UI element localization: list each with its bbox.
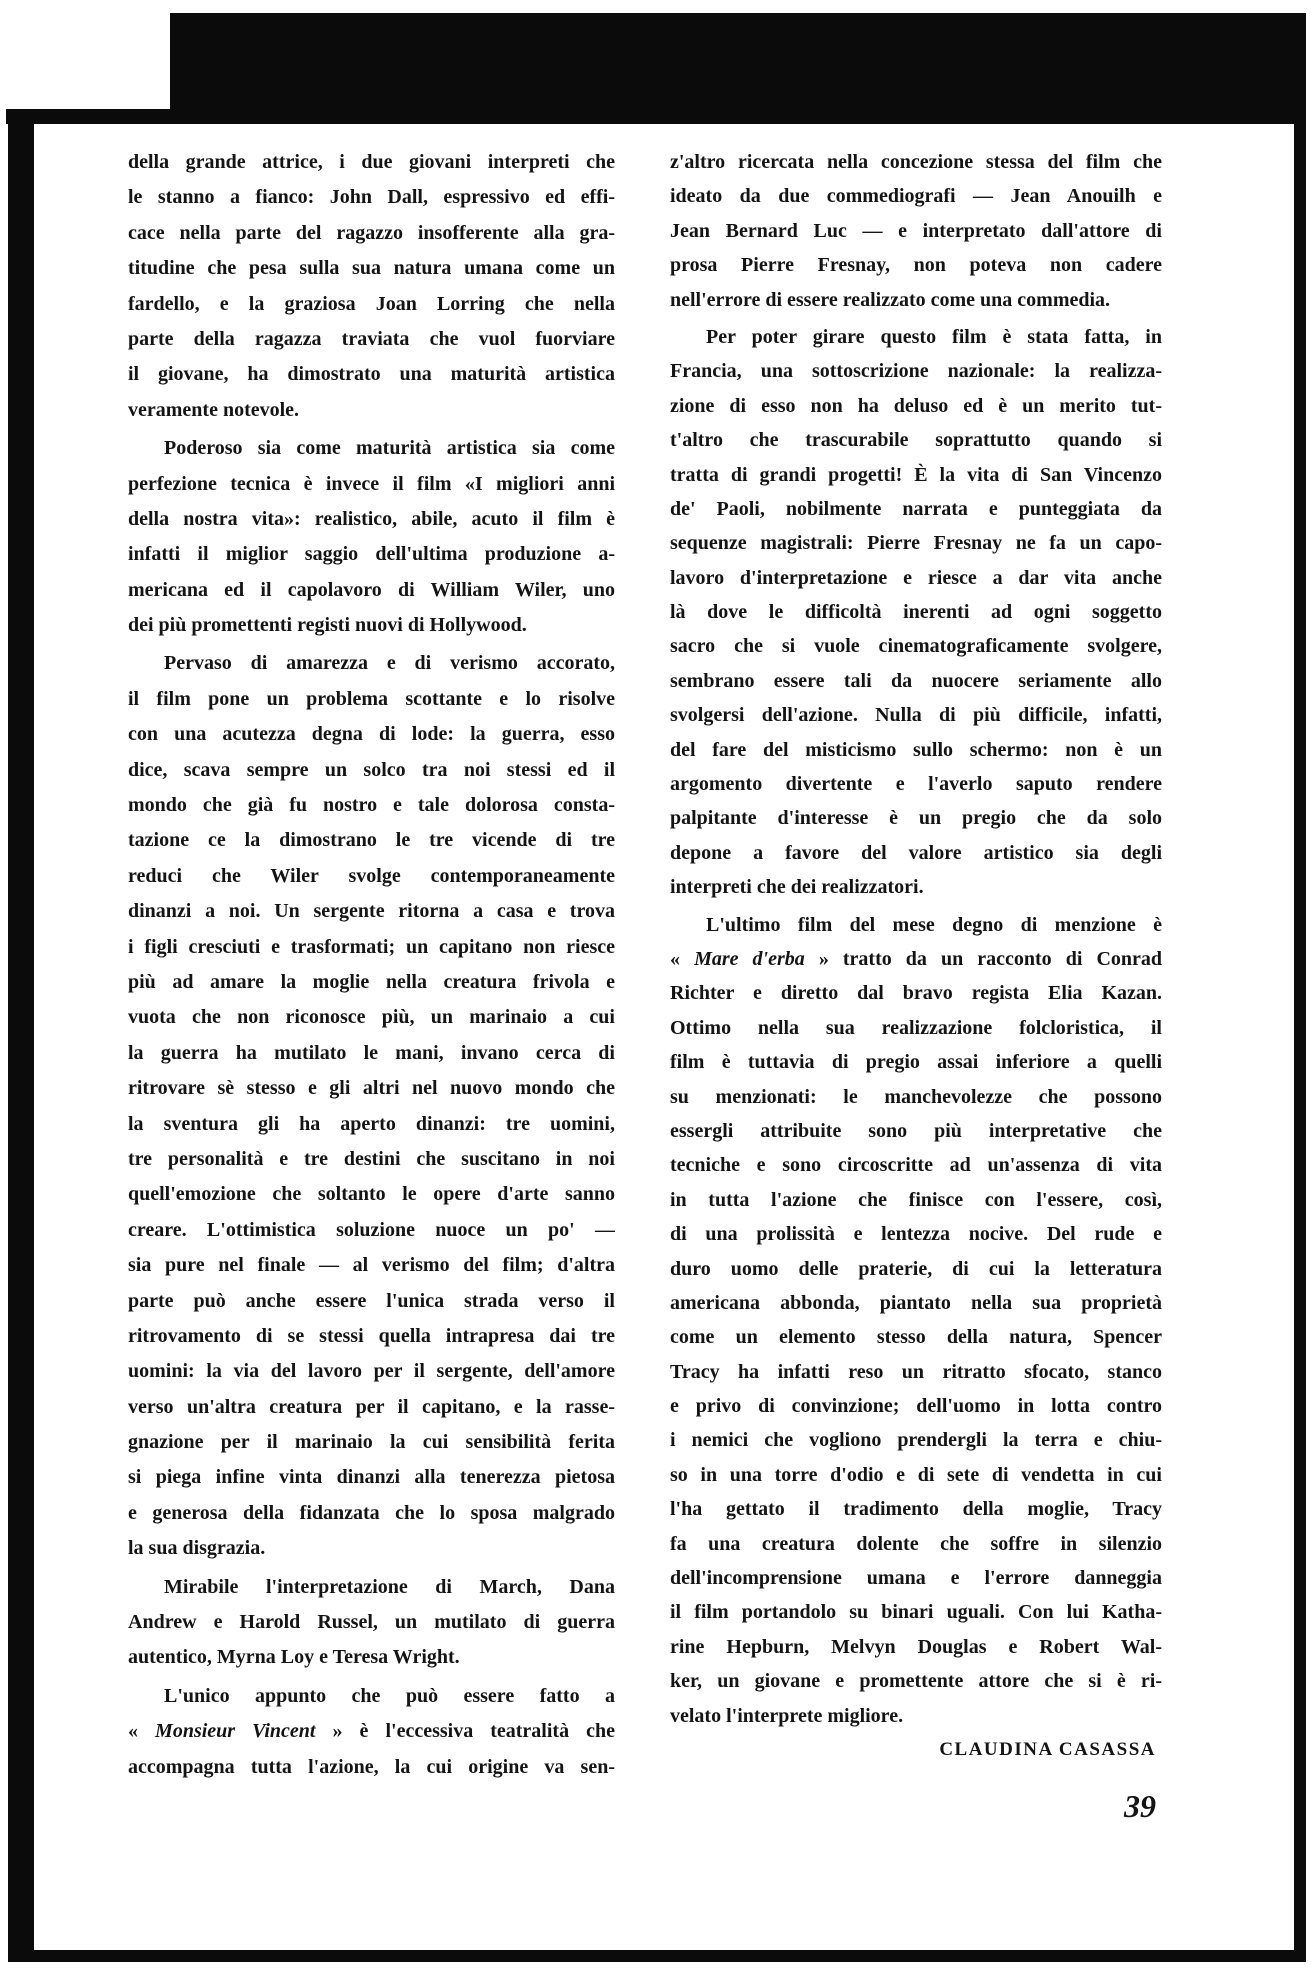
text-line: so in una torre d'odio e di sete di vendetta in cui — [670, 1463, 1162, 1486]
text-line: perfezione tecnica è invece il film «I migliori anni — [128, 472, 615, 495]
paragraph — [128, 145, 615, 428]
page-number: 39 — [1124, 1788, 1156, 1824]
text-line: quell'emozione che soltanto le opere d'arte sanno — [128, 1183, 615, 1206]
page-frame-top-rule — [6, 109, 1296, 124]
text-line: t'altro che trascurabile soprattutto quando si — [670, 429, 1162, 452]
paragraph — [128, 646, 615, 1566]
text-line: fa una creatura dolente che soffre in silenzio — [670, 1532, 1162, 1555]
text-line: il film portandolo su binari uguali. Con lui Katha- — [670, 1601, 1162, 1624]
film-title: Monsieur Vincent — [155, 1720, 316, 1743]
text-line: verso un'altra creatura per il capitano, e la rasse- — [128, 1395, 615, 1418]
text-line: fardello, e la graziosa Joan Lorring che nella — [128, 292, 615, 315]
text-line: mericana ed il capolavoro di William Wiler, uno — [128, 578, 615, 601]
text-line: parte può anche essere l'unica strada verso il — [128, 1289, 615, 1312]
text-line: Per poter girare questo film è stata fatta, in — [706, 325, 1162, 348]
text-line: ritrovamento di se stessi quella intrapresa dai tre — [128, 1324, 615, 1347]
text-line: si piega infine vinta dinanzi alla tenerezza pietosa — [128, 1466, 615, 1489]
text-line: Ottimo nella sua realizzazione folcloristica, il — [670, 1016, 1162, 1039]
text-line: con una acutezza degna di lode: la guerra, esso — [128, 723, 615, 746]
text-line — [670, 942, 1162, 976]
paragraph — [670, 908, 1162, 1733]
author-signature: CLAUDINA CASASSA — [939, 1738, 1156, 1760]
page-frame-top-band — [170, 13, 1296, 113]
text-line: ritrovare sè stesso e gli altri nel nuovo mondo che — [128, 1077, 615, 1100]
text-line: L'unico appunto che può essere fatto a — [164, 1684, 615, 1707]
left-column-body — [128, 145, 615, 1785]
text-line: in tutta l'azione che finisce con l'essere, così, — [670, 1188, 1162, 1211]
text-line: uomini: la via del lavoro per il sergente, dell'amore — [128, 1360, 615, 1383]
page-frame-bottom-border — [8, 1950, 1306, 1962]
text-line: i nemici che vogliono prendergli la terra e chiu- — [670, 1429, 1162, 1452]
text-line: Jean Bernard Luc — e interpretato dall'attore di — [670, 219, 1162, 242]
text-line: la sua disgrazia. — [128, 1537, 266, 1560]
text-line: duro uomo delle praterie, di cui la letteratura — [670, 1257, 1162, 1280]
text-line: infatti il miglior saggio dell'ultima produzione a- — [128, 543, 615, 566]
text-line: titudine che pesa sulla sua natura umana come un — [128, 257, 615, 280]
text-line: le stanno a fianco: John Dall, espressivo ed effi- — [128, 186, 615, 209]
text-line: Mirabile l'interpretazione di March, Dana — [164, 1575, 615, 1598]
text-line: vuota che non riconosce più, un marinaio a cui — [128, 1006, 615, 1029]
text-line: reduci che Wiler svolge contemporaneamente — [128, 864, 615, 887]
text-line: svolgersi dell'azione. Nulla di più difficile, infatti, — [670, 704, 1162, 727]
text-line: Andrew e Harold Russel, un mutilato di guerra — [128, 1611, 615, 1634]
text-line: la sventura gli ha aperto dinanzi: tre uomini, — [128, 1112, 615, 1135]
text-line: sequenze magistrali: Pierre Fresnay ne fa un capo- — [670, 532, 1162, 555]
text-run: » è l'eccessiva teatralità che — [315, 1720, 615, 1743]
text-line: interpreti che dei realizzatori. — [670, 876, 924, 899]
text-line: nell'errore di essere realizzato come una commedia. — [670, 288, 1111, 311]
text-line: zione di esso non ha deluso ed è un merito tut- — [670, 394, 1162, 417]
text-line: su menzionati: le manchevolezze che possono — [670, 1085, 1162, 1108]
text-line: tazione ce la dimostrano le tre vicende di tre — [128, 829, 615, 852]
text-run: « — [128, 1720, 156, 1743]
text-line: dinanzi a noi. Un sergente ritorna a casa e trova — [128, 900, 615, 923]
text-line: ideato da due commediografi — Jean Anouilh e — [670, 185, 1162, 208]
text-line: autentico, Myrna Loy e Teresa Wright. — [128, 1646, 460, 1669]
text-line: e generosa della fidanzata che lo sposa malgrado — [128, 1501, 615, 1524]
text-line: parte della ragazza traviata che vuol fuorviare — [128, 327, 615, 350]
text-line: ker, un giovane e promettente attore che si è ri- — [670, 1670, 1162, 1693]
text-line: come un elemento stesso della natura, Spencer — [670, 1326, 1162, 1349]
text-line: de' Paoli, nobilmente narrata e punteggiata da — [670, 497, 1162, 520]
text-line: dice, scava sempre un solco tra noi stessi ed il — [128, 758, 615, 781]
paragraph — [128, 1679, 615, 1785]
text-line: tecniche e sono circoscritte ad un'assenza di vita — [670, 1154, 1162, 1177]
text-line: sacro che si vuole cinematograficamente svolgere, — [670, 635, 1162, 658]
text-line: Richter e diretto dal bravo regista Elia Kazan. — [670, 982, 1162, 1005]
text-line: Francia, una sottoscrizione nazionale: la realizza- — [670, 360, 1162, 383]
text-line: sia pure nel finale — al verismo del film; d'altra — [128, 1254, 615, 1277]
text-line: veramente notevole. — [128, 398, 300, 421]
text-line — [128, 1714, 615, 1749]
text-line: sembrano essere tali da nuocere seriamente allo — [670, 669, 1162, 692]
text-line: il film pone un problema scottante e lo risolve — [128, 687, 615, 710]
text-line: gnazione per il marinaio la cui sensibilità ferita — [128, 1431, 615, 1454]
text-line: accompagna tutta l'azione, la cui origine va sen- — [128, 1755, 615, 1778]
text-line: depone a favore del valore artistico sia degli — [670, 841, 1162, 864]
text-line: z'altro ricercata nella concezione stessa del film che — [670, 151, 1162, 173]
paragraph — [670, 145, 1162, 317]
text-line: dell'incomprensione umana e l'errore danneggia — [670, 1567, 1162, 1590]
text-line: l'ha gettato il tradimento della moglie, Tracy — [670, 1498, 1162, 1521]
text-line: film è tuttavia di pregio assai inferiore a quelli — [670, 1051, 1162, 1074]
text-line: i figli cresciuti e trasformati; un capitano non riesce — [128, 935, 615, 958]
text-line: Poderoso sia come maturità artistica sia come — [164, 437, 615, 460]
text-line: il giovane, ha dimostrato una maturità artistica — [128, 363, 615, 386]
text-line: creare. L'ottimistica soluzione nuoce un po' — — [128, 1218, 615, 1241]
text-line: Tracy ha infatti reso un ritratto sfocato, stanco — [670, 1360, 1162, 1383]
text-line: argomento divertente e l'averlo saputo rendere — [670, 773, 1162, 796]
text-line: essergli attribuite sono più interpretative che — [670, 1119, 1162, 1142]
text-line: del fare del misticismo sullo schermo: non è un — [670, 738, 1162, 761]
text-line: americana abbonda, piantato nella sua proprietà — [670, 1291, 1162, 1314]
text-line: là dove le difficoltà inerenti ad ogni soggetto — [670, 601, 1162, 624]
text-line: rine Hepburn, Melvyn Douglas e Robert Wal- — [670, 1635, 1162, 1658]
page-frame-right-border — [1294, 13, 1306, 1962]
paragraph — [128, 1570, 615, 1676]
text-line: più ad amare la moglie nella creatura frivola e — [128, 970, 615, 993]
text-line: Pervaso di amarezza e di verismo accorato, — [164, 652, 615, 675]
page-frame-left-border — [8, 109, 34, 1962]
text-line: della grande attrice, i due giovani interpreti che — [128, 151, 615, 173]
text-line: mondo che già fu nostro e tale dolorosa consta- — [128, 794, 615, 817]
text-line: della nostra vita»: realistico, abile, acuto il film è — [128, 507, 615, 530]
text-line: lavoro d'interpretazione e riesce a dar vita anche — [670, 566, 1162, 589]
text-line: di una prolissità e lentezza nocive. Del rude e — [670, 1223, 1162, 1246]
text-line: tre personalità e tre destini che suscitano in noi — [128, 1147, 615, 1170]
text-line: velato l'interprete migliore. — [670, 1704, 904, 1727]
text-line: la guerra ha mutilato le mani, invano cerca di — [128, 1041, 615, 1064]
film-title: Mare d'erba — [694, 947, 805, 970]
text-line: prosa Pierre Fresnay, non poteva non cadere — [670, 254, 1162, 277]
left-text-column — [128, 145, 615, 1785]
paragraph — [128, 431, 615, 643]
right-text-column — [670, 145, 1162, 1767]
text-line: dei più promettenti registi nuovi di Hollywood. — [128, 614, 527, 637]
text-run: « — [670, 947, 695, 970]
paragraph — [670, 320, 1162, 905]
text-run: » tratto da un racconto di Conrad — [804, 947, 1162, 970]
text-line: cace nella parte del ragazzo insofferente alla gra- — [128, 221, 615, 244]
text-line: palpitante d'interesse è un pregio che da solo — [670, 807, 1162, 830]
right-column-body — [670, 145, 1162, 1733]
text-line: L'ultimo film del mese degno di menzione è — [706, 913, 1162, 936]
text-line: e privo di convinzione; dell'uomo in lotta contro — [670, 1395, 1162, 1418]
text-line: tratta di grandi progetti! È la vita di San Vincenzo — [670, 463, 1162, 486]
